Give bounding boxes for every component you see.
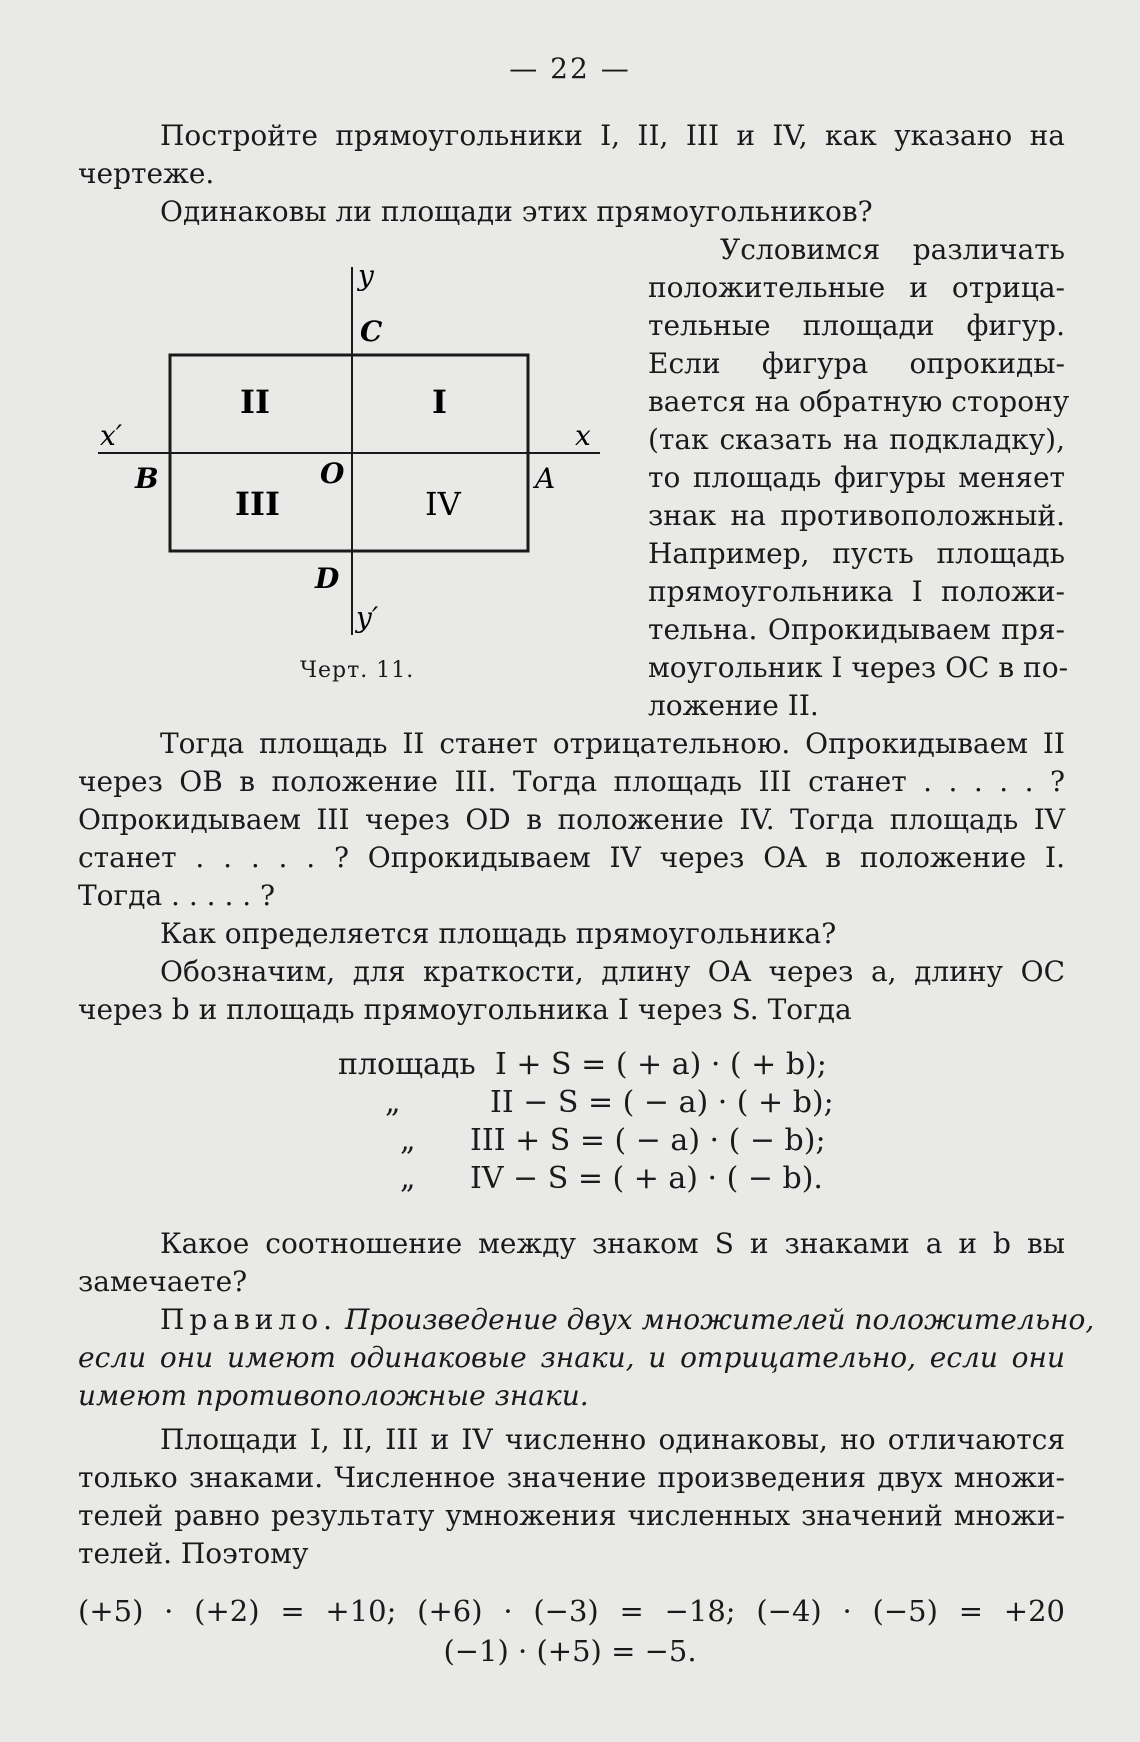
notation-line: через b и площадь прямоугольника I через S. Тогда bbox=[78, 993, 852, 1026]
side-text-line: знак на противоположный. bbox=[648, 499, 1065, 532]
label-B: B bbox=[135, 462, 159, 495]
examples-line-2: (−1) · (+5) = −5. bbox=[443, 1634, 697, 1668]
side-text-line: ложение II. bbox=[648, 689, 819, 722]
paragraph-line: Тогда площадь II станет отрицательною. Опрокидываем II bbox=[160, 727, 1065, 760]
side-text-line: Например, пусть площадь bbox=[648, 537, 1065, 570]
label-quadrant-IV: IV bbox=[425, 485, 461, 523]
intro-line-2: чертеже. bbox=[78, 157, 215, 190]
side-text-line: вается на обратную сторону bbox=[648, 385, 1070, 418]
label-D: D bbox=[315, 562, 340, 595]
signs-question-line: Какое соотношение между знаком S и знаками a и b вы bbox=[160, 1227, 1065, 1260]
side-text-line: то площадь фигуры меняет bbox=[648, 461, 1065, 494]
equation-prefix: „ bbox=[400, 1161, 416, 1196]
rule-line: Произведение двух множителей положительно, bbox=[345, 1303, 1095, 1336]
label-x: x bbox=[575, 419, 591, 452]
side-text-line: Условимся различать bbox=[720, 233, 1065, 266]
side-text-line: Если фигура опрокиды- bbox=[648, 347, 1065, 380]
paragraph-line: Тогда . . . . . ? bbox=[78, 879, 276, 912]
label-O: O bbox=[320, 457, 345, 490]
equation-prefix: „ bbox=[385, 1085, 401, 1120]
label-quadrant-III: III bbox=[235, 485, 280, 523]
equation: II − S = ( − a) · ( + b); bbox=[490, 1085, 834, 1120]
figure-caption: Черт. 11. bbox=[300, 658, 415, 683]
paragraph-line: станет . . . . . ? Опрокидываем IV через OA в положение I. bbox=[78, 841, 1065, 874]
equation: IV − S = ( + a) · ( − b). bbox=[470, 1161, 823, 1196]
label-y-bottom: y′ bbox=[356, 601, 379, 634]
rule-line: если они имеют одинаковые знаки, и отрицательно, если они bbox=[78, 1341, 1065, 1374]
label-A: A bbox=[535, 462, 556, 495]
equation: I + S = ( + a) · ( + b); bbox=[495, 1047, 827, 1082]
equation: III + S = ( − a) · ( − b); bbox=[470, 1123, 826, 1158]
rule-line: имеют противоположные знаки. bbox=[78, 1379, 589, 1412]
intro-line-1: Постройте прямоугольники I, II, III и IV, как указано на bbox=[160, 119, 1065, 152]
figure-11-diagram bbox=[80, 255, 600, 655]
rule-label bbox=[160, 1302, 337, 1338]
label-C: C bbox=[360, 315, 383, 348]
intro-question: Одинаковы ли площади этих прямоугольников? bbox=[160, 195, 873, 228]
side-text-line: прямоугольника I положи- bbox=[648, 575, 1065, 608]
paragraph-line: через OB в положение III. Тогда площадь III станет . . . . . ? bbox=[78, 765, 1065, 798]
question-area: Как определяется площадь прямоугольника? bbox=[160, 917, 837, 950]
label-quadrant-II: II bbox=[240, 383, 270, 421]
final-paragraph-line: только знаками. Численное значение произведения двух множи- bbox=[78, 1461, 1065, 1494]
side-text-line: (так сказать на подкладку), bbox=[648, 423, 1065, 456]
final-paragraph-line: Площади I, II, III и IV численно одинаковы, но отличаются bbox=[160, 1423, 1065, 1456]
equation-prefix: площадь bbox=[338, 1047, 476, 1082]
side-text-line: моугольник I через OC в по- bbox=[648, 651, 1069, 684]
notation-line: Обозначим, для краткости, длину OA через a, длину OC bbox=[160, 955, 1065, 988]
final-paragraph-line: телей равно результату умножения численных значений множи- bbox=[78, 1499, 1065, 1532]
side-text-line: тельные площади фигур. bbox=[648, 309, 1065, 342]
label-quadrant-I: I bbox=[432, 383, 447, 421]
signs-question-line: замечаете? bbox=[78, 1265, 248, 1298]
equation-prefix: „ bbox=[400, 1123, 416, 1158]
label-y-top: y bbox=[358, 259, 374, 292]
label-x-prime: x′ bbox=[100, 419, 123, 452]
examples-line-1: (+5) · (+2) = +10; (+6) · (−3) = −18; (−4) · (−5) = +20 bbox=[78, 1594, 1065, 1628]
rule-label-text: Правило. bbox=[160, 1303, 338, 1336]
page-number: — 22 — bbox=[509, 52, 631, 85]
final-paragraph-line: телей. Поэтому bbox=[78, 1537, 309, 1570]
side-text-line: тельна. Опрокидываем пря- bbox=[648, 613, 1065, 646]
side-text-line: положительные и отрица- bbox=[648, 271, 1065, 304]
paragraph-line: Опрокидываем III через OD в положение IV. Тогда площадь IV bbox=[78, 803, 1065, 836]
